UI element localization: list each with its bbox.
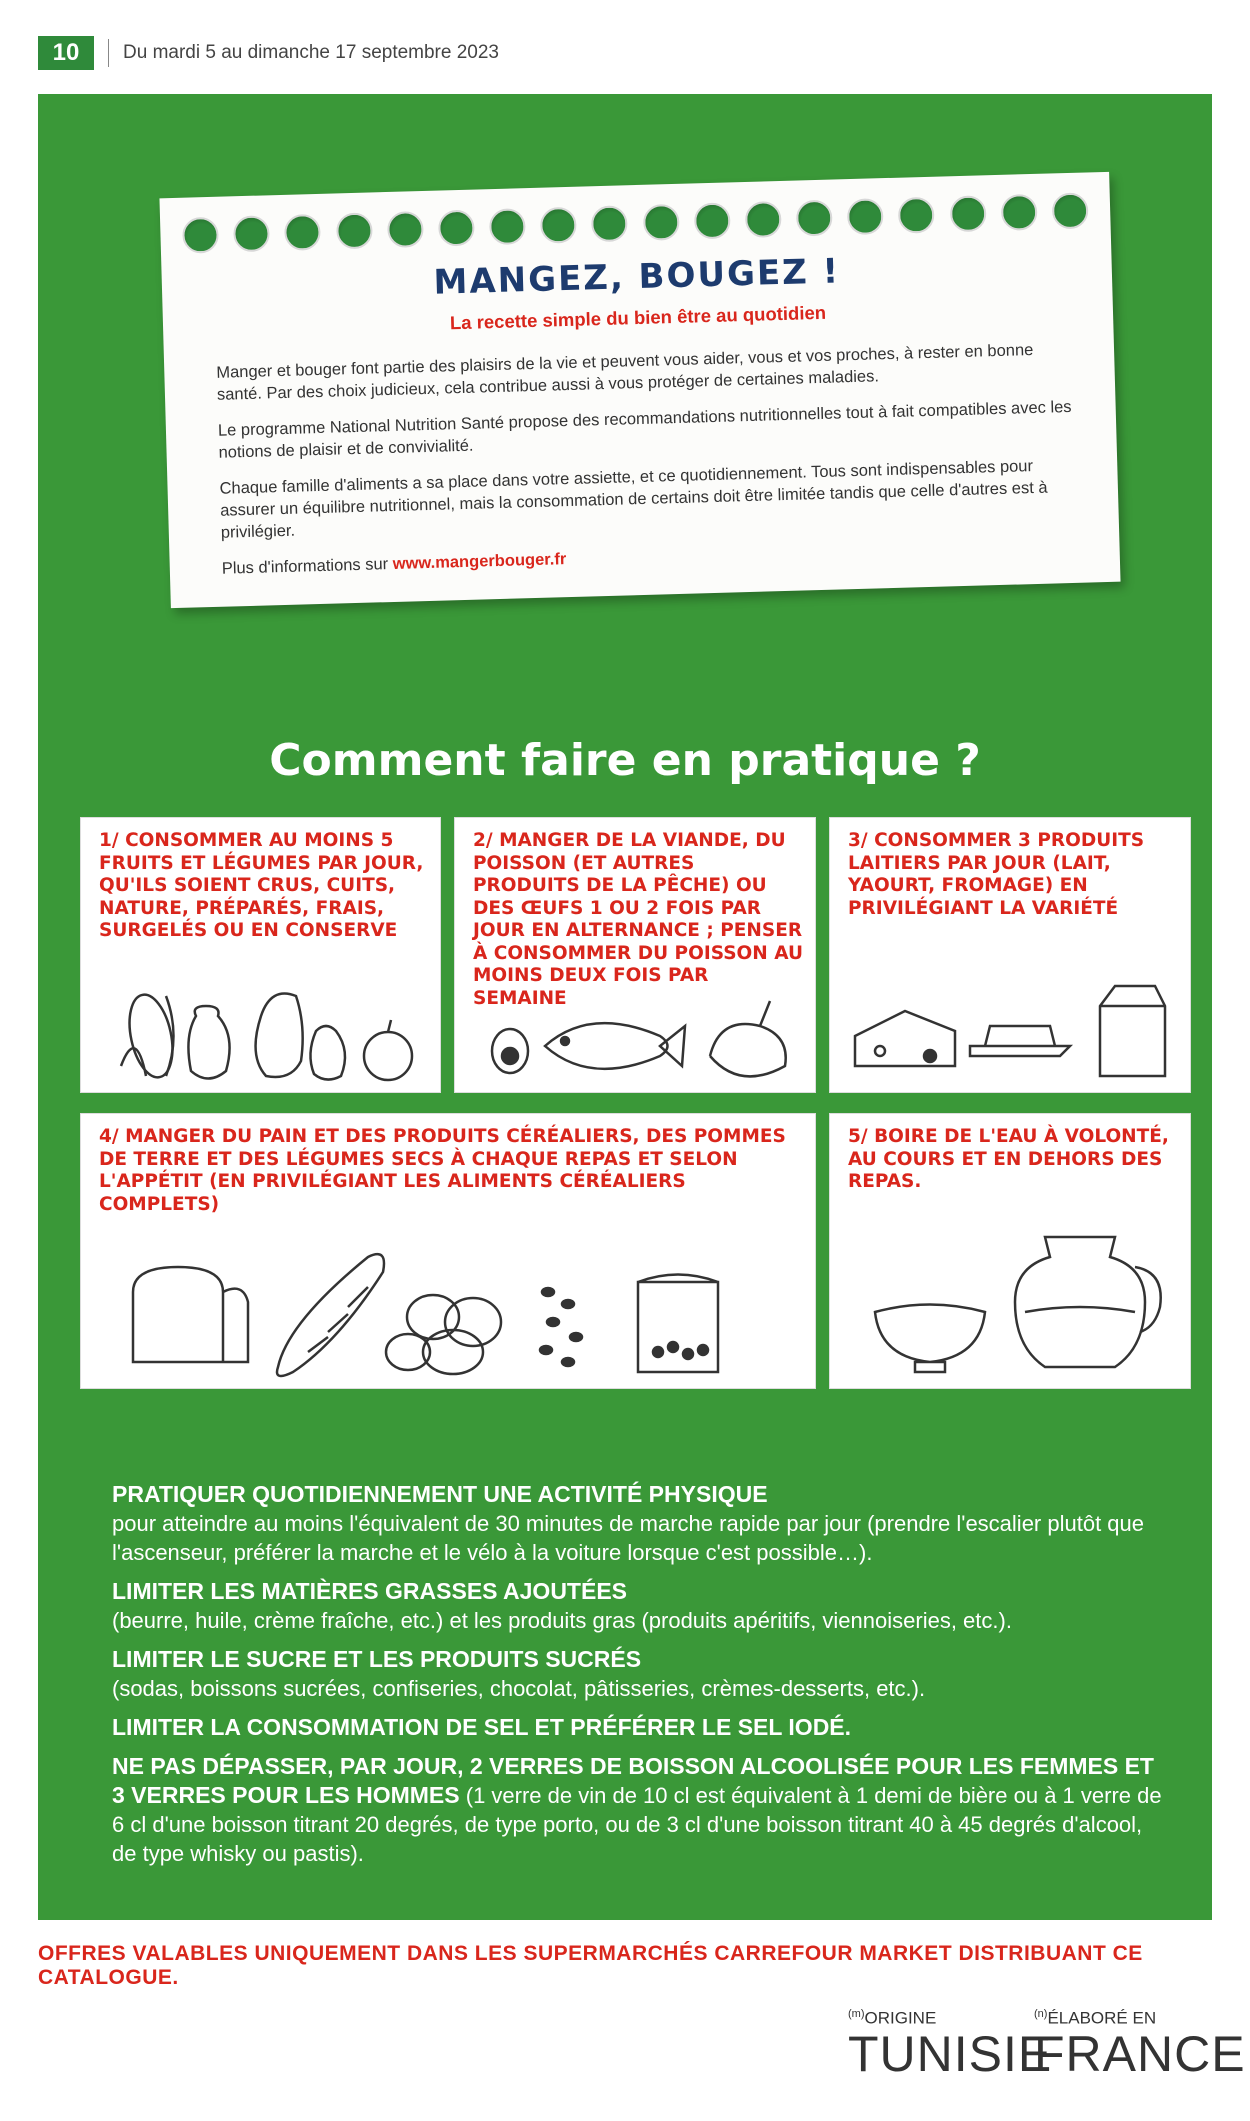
info-prefix: Plus d'informations sur (221, 555, 389, 578)
dairy-illustration (830, 966, 1190, 1086)
spiral-hole (949, 195, 986, 232)
date-range: Du mardi 5 au dimanche 17 septembre 2023 (123, 42, 500, 63)
note-card (159, 172, 1120, 608)
spiral-hole (284, 214, 321, 251)
spiral-hole (233, 215, 270, 252)
origin-tunisie (848, 2008, 1053, 2082)
card-text: 3/ CONSOMMER 3 PRODUITS LAITIERS PAR JOUR (LAIT, YAOURT, FROMAGE) EN PRIVILÉGIANT LA VARIÉTÉ (848, 830, 1145, 919)
advice-text: (1 verre de vin de 10 cl est équivalent à 1 demi de bière ou à 1 verre de 6 cl d'une boisson titrant 20 degrés, de type porto, ou de 3 cl d'une boisson titrant 40 à 45 degrés d'alcool, de type whisky ou pastis). (112, 1783, 1162, 1866)
advice-alcohol-paragraph (112, 1752, 1172, 1868)
spiral-hole (1052, 192, 1089, 229)
spiral-hole (847, 198, 884, 235)
spiral-hole (489, 208, 526, 245)
mangerbouger-link[interactable]: www.mangerbouger.fr (392, 550, 567, 573)
advice-sugar (112, 1645, 1172, 1703)
section-title: Comment faire en pratique ? (269, 735, 981, 786)
spiral-holes (182, 192, 1089, 253)
page-number: 10 (38, 36, 94, 70)
fruits-vegetables-illustration (81, 976, 440, 1086)
divider (108, 39, 109, 67)
spiral-hole (694, 202, 731, 239)
note-paragraph: Le programme National Nutrition Santé propose des recommandations nutritionnelles tout à fait compatibles avec les notions de plaisir et de convivialité. (217, 397, 1072, 462)
card-text: 4/ MANGER DU PAIN ET DES PRODUITS CÉRÉALIERS, DES POMMES DE TERRE ET DES LÉGUMES SECS À CHAQUE REPAS ET SELON L'APPÉTIT (EN PRIVILÉGIANT LES ALIMENTS CÉRÉALIERS COMPLETS) (99, 1126, 786, 1215)
offers-disclaimer: OFFRES VALABLES UNIQUEMENT DANS LES SUPERMARCHÉS CARREFOUR MARKET DISTRIBUANT CE CATALOGUE. (38, 1942, 1143, 1989)
elabore-country: FRANCE (1034, 2025, 1246, 2082)
note-title: MANGEZ, BOUGEZ ! (433, 251, 841, 303)
card-text: 2/ MANGER DE LA VIANDE, DU POISSON (ET AUTRES PRODUITS DE LA PÊCHE) OU DES ŒUFS 1 OU 2 FOIS PAR JOUR EN ALTERNANCE ; PENSER À CONSOMMER DU POISSON AU MOINS DEUX FOIS PAR SEMAINE (473, 830, 803, 1009)
advice-alcohol (112, 1752, 1172, 1868)
page-header (38, 36, 499, 70)
spiral-hole (335, 212, 372, 249)
advice-heading: LIMITER LA CONSOMMATION DE SEL ET PRÉFÉRER LE SEL IODÉ. (112, 1714, 852, 1740)
elabore-mark: (n) (1034, 2008, 1048, 2020)
note-info (222, 534, 1084, 580)
note-paragraph: Chaque famille d'aliments a sa place dans votre assiette, et ce quotidiennement. Tous sont indispensables pour assurer un équilibre nutritionnel, mais la consommation de certains doit être limitée tandis que celle d'autres est à privilégier. (219, 457, 1048, 542)
note-paragraph: Manger et bouger font partie des plaisirs de la vie et peuvent vous aider, vous et vos proches, à rester en bonne santé. Par des choix judicieux, cela contribue aussi à vous protéger de certaines maladies. (216, 341, 1034, 404)
card-bread-cereals (80, 1113, 816, 1389)
elabore-france (1034, 2008, 1246, 2082)
spiral-hole (1000, 194, 1037, 231)
spiral-hole (438, 210, 475, 247)
card-dairy (829, 817, 1191, 1093)
card-text: 5/ BOIRE DE L'EAU À VOLONTÉ, AU COURS ET EN DEHORS DES REPAS. (848, 1126, 1169, 1192)
water-illustration (830, 1217, 1190, 1382)
origin-mark: (m) (848, 2008, 865, 2020)
card-meat-fish-eggs (454, 817, 816, 1093)
advice-heading: PRATIQUER QUOTIDIENNEMENT UNE ACTIVITÉ PHYSIQUE (112, 1481, 768, 1507)
card-text: 1/ CONSOMMER AU MOINS 5 FRUITS ET LÉGUMES PAR JOUR, QU'ILS SOIENT CRUS, CUITS, NATURE, PRÉPARÉS, FRAIS, SURGELÉS OU EN CONSERVE (99, 830, 424, 941)
card-water (829, 1113, 1191, 1389)
advice-fats (112, 1577, 1172, 1635)
advice-heading: LIMITER LES MATIÈRES GRASSES AJOUTÉES (112, 1578, 628, 1604)
spiral-hole (745, 201, 782, 238)
card-fruits-vegetables (80, 817, 441, 1093)
spiral-hole (591, 205, 628, 242)
advice-heading: NE PAS DÉPASSER, PAR JOUR, 2 VERRES DE BOISSON ALCOOLISÉE POUR LES FEMMES ET 3 VERRES POUR LES HOMMES (112, 1753, 1154, 1808)
elabore-label-text: ÉLABORÉ EN (1047, 2008, 1157, 2028)
advice-heading: LIMITER LE SUCRE ET LES PRODUITS SUCRÉS (112, 1646, 642, 1672)
meat-fish-egg-illustration (455, 996, 815, 1086)
origin-label-text: ORIGINE (864, 2008, 937, 2028)
spiral-hole (796, 200, 833, 237)
advice-text: (sodas, boissons sucrées, confiseries, chocolat, pâtisseries, crèmes-desserts, etc.). (112, 1676, 926, 1701)
health-advice-list (112, 1480, 1172, 1878)
advice-text: pour atteindre au moins l'équivalent de 30 minutes de marche rapide par jour (prendre l'escalier plutôt que l'ascenseur, préférer la marche et le vélo à la voiture lorsque c'est possible…). (112, 1511, 1145, 1565)
advice-salt (112, 1713, 1172, 1742)
spiral-hole (898, 197, 935, 234)
bread-cereals-illustration (81, 1242, 815, 1382)
spiral-hole (642, 204, 679, 241)
advice-text: (beurre, huile, crème fraîche, etc.) et les produits gras (produits apéritifs, viennoiseries, etc.). (112, 1608, 1012, 1633)
spiral-hole (387, 211, 424, 248)
note-subtitle: La recette simple du bien être au quotidien (449, 301, 827, 334)
origin-country: TUNISIE (848, 2025, 1053, 2082)
spiral-hole (182, 217, 219, 254)
spiral-hole (540, 207, 577, 244)
advice-physical-activity (112, 1480, 1172, 1567)
note-body (216, 338, 1084, 594)
